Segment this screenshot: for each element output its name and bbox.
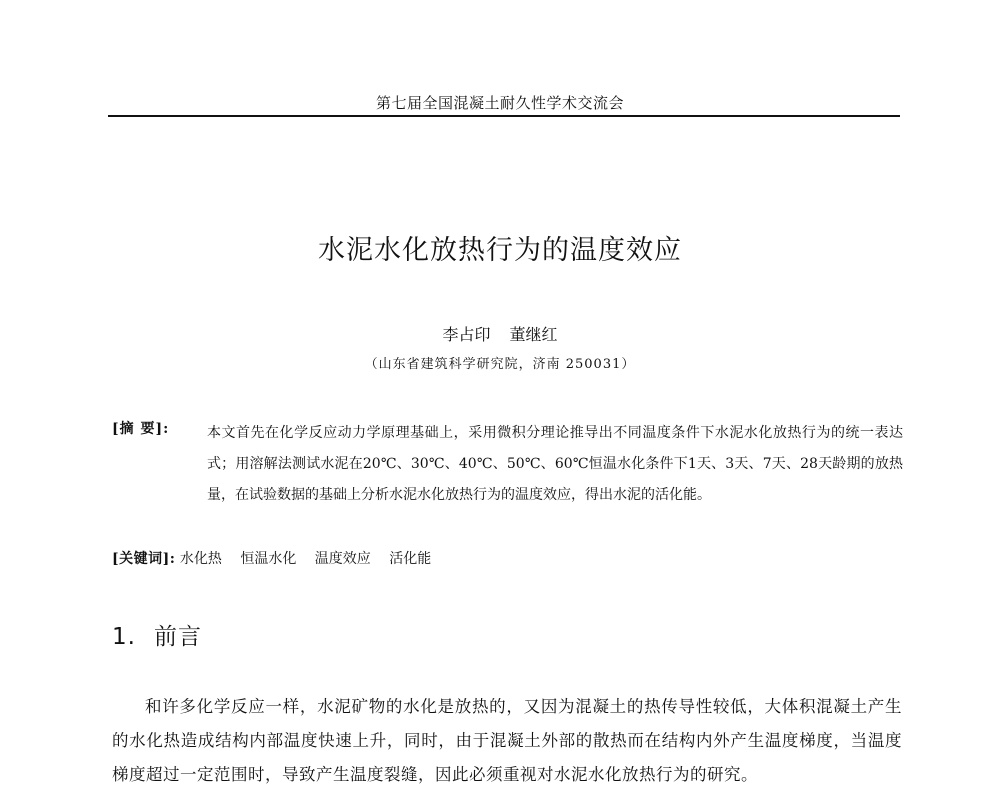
running-header: 第七届全国混凝土耐久性学术交流会 [375,94,624,112]
authors: 李占印 董继红 [442,325,558,344]
section-number: 1. [112,624,136,650]
keyword: 温度效应 [314,551,371,567]
affiliation: （山东省建筑科学研究院，济南 250031） [364,357,636,372]
keyword: 水化热 [179,551,222,567]
section-heading [112,618,202,651]
abstract-label: [摘 要]: [112,421,170,437]
paper-title: 水泥水化放热行为的温度效应 [318,235,682,266]
keyword: 恒温水化 [240,551,297,567]
header-rule [108,115,900,117]
keyword: 活化能 [389,551,432,567]
keywords-label: [关键词]: [112,551,176,567]
section-title: 前言 [153,624,202,650]
keywords-list [180,551,445,567]
abstract-text: 本文首先在化学反应动力学原理基础上，采用微积分理论推导出不同温度条件下水泥水化放热行为的统一表达式；用溶解法测试水泥在20℃、30℃、40℃、50℃、60℃恒温水化条件下1天、3天、7天、28天龄期的放热量，在试验数据的基础上分析水泥水化放热行为的温度效应，得出水泥的活化能。 [207,425,903,503]
body-paragraph: 和许多化学反应一样，水泥矿物的水化是放热的，又因为混凝土的热传导性较低，大体积混凝土产生的水化热造成结构内部温度快速上升，同时，由于混凝土外部的散热而在结构内外产生温度梯度，当温度梯度超过一定范围时，导致产生温度裂缝，因此必须重视对水泥水化放热行为的研究。 [112,697,902,784]
keywords [112,548,902,568]
